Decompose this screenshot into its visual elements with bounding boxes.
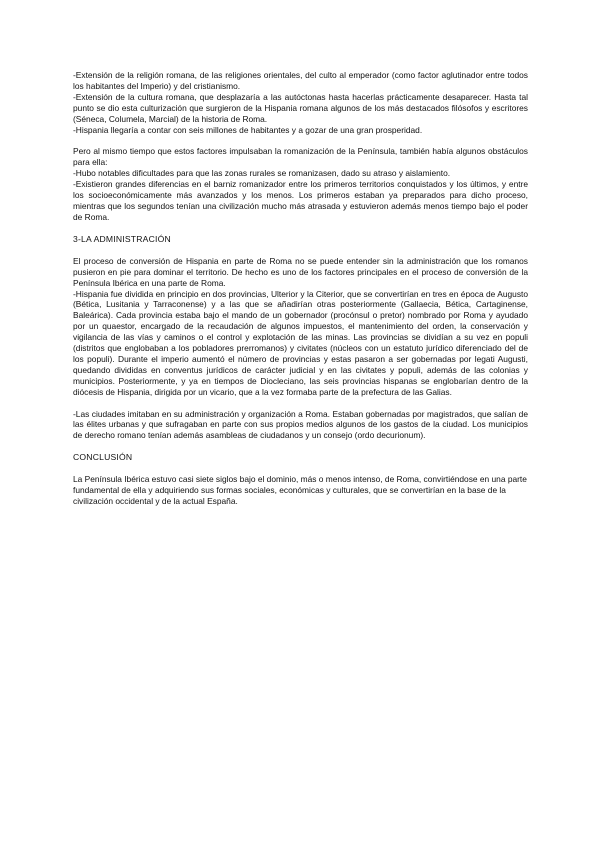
section-heading-administration: 3-LA ADMINISTRACIÓN — [73, 233, 171, 244]
spacer — [73, 441, 528, 452]
paragraph-rural-difficulties: -Hubo notables dificultades para que las zonas rurales se romanizasen, dado su atraso y aislamiento. — [73, 168, 451, 179]
paragraph-cities: -Las ciudades imitaban en su administración y organización a Roma. Estaban gobernadas por magistrados, que salían de las élites urbanas y que sufragaban en parte con sus propios medios algunos de los gastos de la ciudad. Los municipios de derecho romano tenían además asambleas de ciudadanos y un consejo (ordo decurionum). — [73, 408, 528, 441]
paragraph-population: -Hispania llegaría a contar con seis millones de habitantes y a gozar de una gran prosperidad. — [73, 124, 423, 135]
paragraph-administration-intro: El proceso de conversión de Hispania en parte de Roma no se puede entender sin la administración que los romanos pusieron en pie para dominar el territorio. De hecho es uno de los factores principales en el proceso de conversión de la Península Ibérica en una parte de Roma. — [73, 255, 528, 288]
spacer — [73, 398, 528, 409]
paragraph-differences: -Existieron grandes diferencias en el barniz romanizador entre los primeros territorios conquistados y los últimos, y entre los socioeconómicamente más avanzados y los menos. Los primeros estaban ya preparados para dicho proceso, mientras que los segundos tenían una civilización mucho más atrasada y estuvieron además menos tiempo bajo el poder de Roma. — [73, 179, 528, 222]
spacer — [73, 223, 528, 234]
paragraph-conclusion: La Península Ibérica estuvo casi siete siglos bajo el dominio, más o menos intenso, de Roma, convirtiéndose en una parte fundamental de ella y adquiriendo sus formas sociales, económicas y culturales, que se convertirían en la base de la civilización occidental y de la actual España. — [73, 474, 527, 507]
spacer — [73, 463, 528, 474]
document-page — [73, 70, 528, 507]
paragraph-culture: -Extensión de la cultura romana, que desplazaría a las autóctonas hasta hacerlas prácticamente desaparecer. Hasta tal punto se dio esta culturización que surgieron de la Hispania romana algunos de los más destacados filósofos y escritores (Séneca, Columela, Marcial) de la historia de Roma. — [73, 91, 528, 124]
spacer — [73, 135, 528, 146]
paragraph-obstacles-intro: Pero al mismo tiempo que estos factores impulsaban la romanización de la Península, también había algunos obstáculos para ella: — [73, 146, 528, 168]
paragraph-religion: -Extensión de la religión romana, de las religiones orientales, del culto al emperador (como factor aglutinador entre todos los habitantes del Imperio) y del cristianismo. — [73, 70, 528, 91]
section-heading-conclusion: CONCLUSIÓN — [73, 452, 133, 463]
paragraph-provinces: -Hispania fue dividida en principio en dos provincias, Ulterior y la Citerior, que se convertirían en tres en época de Augusto (Bética, Lusitania y Tarraconense) y a las que se añadirían otras posteriormente (Gallaecia, Bética, Cartaginense, Baleárica). Cada provincia estaba bajo el mando de un gobernador (procónsul o pretor) nombrado por Roma y ayudado por un quaestor, encargado de la recaudación de algunos impuestos, el mantenimiento del orden, la conservación y vigilancia de las vías y caminos o el control y explotación de las minas. Las provincias se dividían a su vez en populi (distritos que englobaban a los pobladores prerromanos) y civitates (núcleos con un estatuto jurídico diferenciado del de los populi). Durante el imperio aumentó el número de provincias y estas pasaron a ser gobernadas por legati Augusti, quedando divididas en conventus jurídicos de carácter judicial y en las civitates y populi, además de las colonias y municipios. Posteriormente, y ya en tiempos de Diocleciano, las seis provincias hispanas se englobarían dentro de la diócesis de Hispania, dirigida por un vicario, que a la vez formaba parte de la prefectura de las Galias. — [73, 288, 528, 397]
spacer — [73, 245, 528, 256]
